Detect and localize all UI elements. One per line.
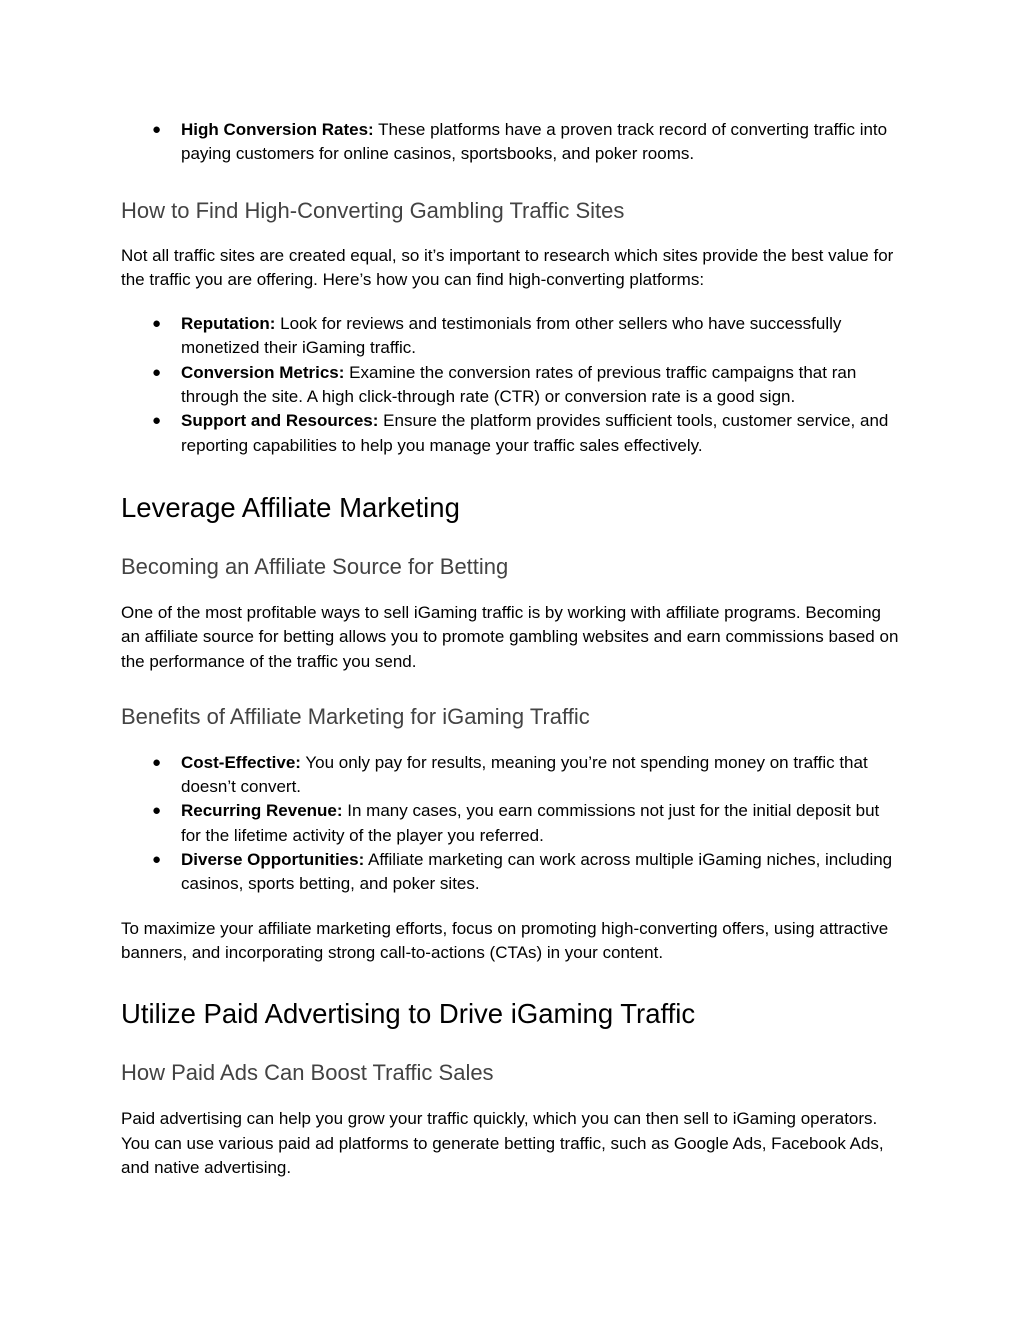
bullet-icon: ● xyxy=(152,802,162,820)
list-item-text: In many cases, you earn commissions not just for the initial deposit but for the lifetime activity of the player you referred. xyxy=(181,801,880,845)
section-heading: Leverage Affiliate Marketing xyxy=(121,491,460,523)
document-content xyxy=(121,118,901,1180)
section-heading: Utilize Paid Advertising to Drive iGaming Traffic xyxy=(121,998,696,1030)
list-item xyxy=(121,361,901,410)
list-item xyxy=(121,312,901,361)
list-item-label: Support and Resources: xyxy=(181,411,379,431)
bullet-icon: ● xyxy=(152,412,162,430)
list-item xyxy=(121,799,901,848)
paragraph: To maximize your affiliate marketing efforts, focus on promoting high-converting offers, using attractive banners, and incorporating strong call-to-actions (CTAs) in your content. xyxy=(121,918,889,962)
list-item-label: Cost-Effective: xyxy=(181,752,301,772)
list-item-text: These platforms have a proven track record of converting traffic into paying customers for online casinos, sportsbooks, and poker rooms. xyxy=(181,120,888,164)
list-item-label: Recurring Revenue: xyxy=(181,801,343,821)
list-item xyxy=(121,751,901,800)
paragraph: Paid advertising can help you grow your traffic quickly, which you can then sell to iGaming operators. You can use various paid ad platforms to generate betting traffic, such as Google Ads, Facebook Ads, and native advertising. xyxy=(121,1109,884,1177)
list-item-text: Examine the conversion rates of previous traffic campaigns that ran through the site. A high click-through rate (CTR) or conversion rate is a good sign. xyxy=(181,362,857,407)
list-item xyxy=(121,409,901,458)
list-item-text: You only pay for results, meaning you’re not spending money on traffic that doesn’t convert. xyxy=(181,752,868,797)
list-item-label: Conversion Metrics: xyxy=(181,362,345,382)
list-item-text: Affiliate marketing can work across multiple iGaming niches, including casinos, sports betting, and poker sites. xyxy=(181,850,893,894)
list-item xyxy=(121,848,901,897)
section-subheading: Benefits of Affiliate Marketing for iGaming Traffic xyxy=(121,703,590,729)
find-sites-list xyxy=(121,312,901,458)
list-item-label: Reputation: xyxy=(181,314,276,334)
section-subheading: How Paid Ads Can Boost Traffic Sales xyxy=(121,1060,494,1086)
affiliate-benefits-list xyxy=(121,751,901,897)
bullet-icon: ● xyxy=(152,851,162,869)
bullet-icon: ● xyxy=(152,121,162,138)
conversion-list xyxy=(121,118,901,167)
list-item-label: High Conversion Rates: xyxy=(181,120,374,139)
section-subheading: Becoming an Affiliate Source for Betting xyxy=(121,553,509,579)
paragraph: Not all traffic sites are created equal, so it’s important to research which sites provide the best value for the traffic you are offering. Here’s how you can find high-converting platforms: xyxy=(121,245,894,289)
bullet-icon: ● xyxy=(152,753,162,771)
list-item-label: Diverse Opportunities: xyxy=(181,850,365,870)
section-subheading: How to Find High-Converting Gambling Traffic Sites xyxy=(121,197,625,223)
list-item xyxy=(121,118,901,167)
list-item-text: Look for reviews and testimonials from other sellers who have successfully monetized their iGaming traffic. xyxy=(181,314,842,358)
paragraph: One of the most profitable ways to sell iGaming traffic is by working with affiliate programs. Becoming an affiliate source for betting allows you to promote gambling websites and earn commissions based on the performance of the traffic you send. xyxy=(121,602,899,671)
bullet-icon: ● xyxy=(152,315,162,333)
list-item-text: Ensure the platform provides sufficient tools, customer service, and reporting capabilities to help you manage your traffic sales effectively. xyxy=(181,411,889,455)
bullet-icon: ● xyxy=(152,363,162,381)
